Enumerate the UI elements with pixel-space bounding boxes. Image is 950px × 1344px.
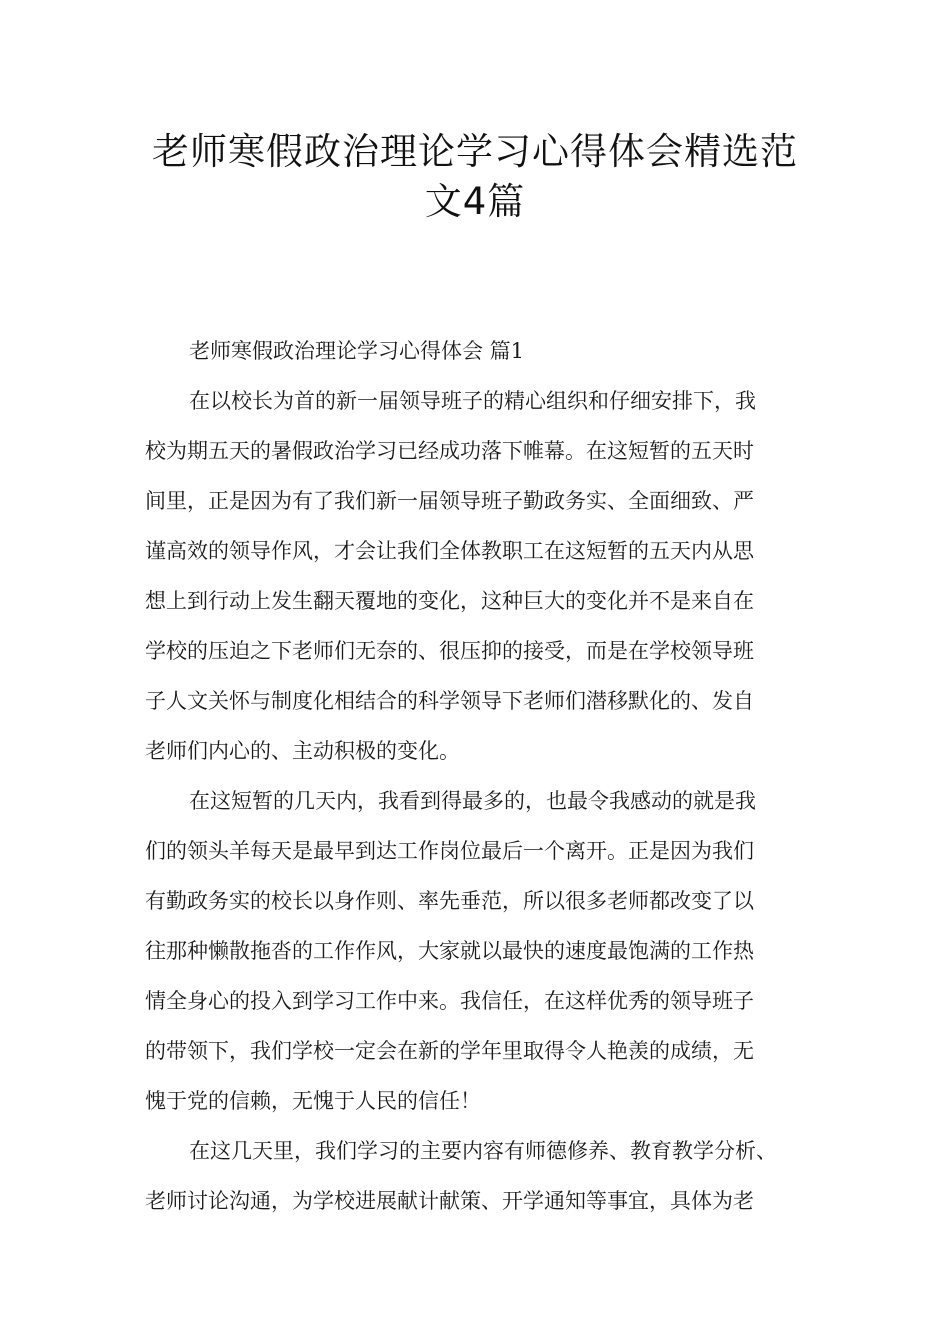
- paragraph-2-line: 情全身心的投入到学习工作中来。我信任，在这样优秀的领导班子: [145, 989, 754, 1013]
- section-heading: 老师寒假政治理论学习心得体会 篇1: [189, 339, 525, 363]
- document-title-line-1: 老师寒假政治理论学习心得体会精选范: [152, 130, 798, 173]
- paragraph-3-line: 在这几天里，我们学习的主要内容有师德修养、教育教学分析、: [189, 1139, 777, 1163]
- paragraph-1-line: 想上到行动上发生翻天覆地的变化，这种巨大的变化并不是来自在: [145, 589, 754, 613]
- paragraph-1-line: 学校的压迫之下老师们无奈的、很压抑的接受，而是在学校领导班: [145, 639, 754, 663]
- paragraph-2-line: 在这短暂的几天内，我看到得最多的，也最令我感动的就是我: [189, 789, 756, 813]
- paragraph-1-line: 校为期五天的暑假政治学习已经成功落下帷幕。在这短暂的五天时: [145, 439, 754, 463]
- paragraph-2-line: 们的领头羊每天是最早到达工作岗位最后一个离开。正是因为我们: [145, 839, 754, 863]
- paragraph-2-line: 的带领下，我们学校一定会在新的学年里取得令人艳羡的成绩，无: [145, 1039, 754, 1063]
- paragraph-3-line: 老师讨论沟通，为学校进展献计献策、开学通知等事宜，具体为老: [145, 1189, 754, 1213]
- paragraph-2-line: 有勤政务实的校长以身作则、率先垂范，所以很多老师都改变了以: [145, 889, 754, 913]
- document-title-line-2: 文4篇: [424, 180, 526, 223]
- paragraph-2-line: 愧于党的信赖，无愧于人民的信任！: [145, 1089, 481, 1113]
- paragraph-2-line: 往那种懒散拖沓的工作作风，大家就以最快的速度最饱满的工作热: [145, 939, 754, 963]
- paragraph-1-line: 子人文关怀与制度化相结合的科学领导下老师们潜移默化的、发自: [145, 689, 754, 713]
- paragraph-1-line: 在以校长为首的新一届领导班子的精心组织和仔细安排下，我: [189, 389, 756, 413]
- paragraph-1-line: 间里，正是因为有了我们新一届领导班子勤政务实、全面细致、严: [145, 489, 754, 513]
- paragraph-1-line: 谨高效的领导作风，才会让我们全体教职工在这短暂的五天内从思: [145, 539, 754, 563]
- document-body: [145, 326, 815, 1226]
- paragraph-1-line: 老师们内心的、主动积极的变化。: [145, 739, 460, 763]
